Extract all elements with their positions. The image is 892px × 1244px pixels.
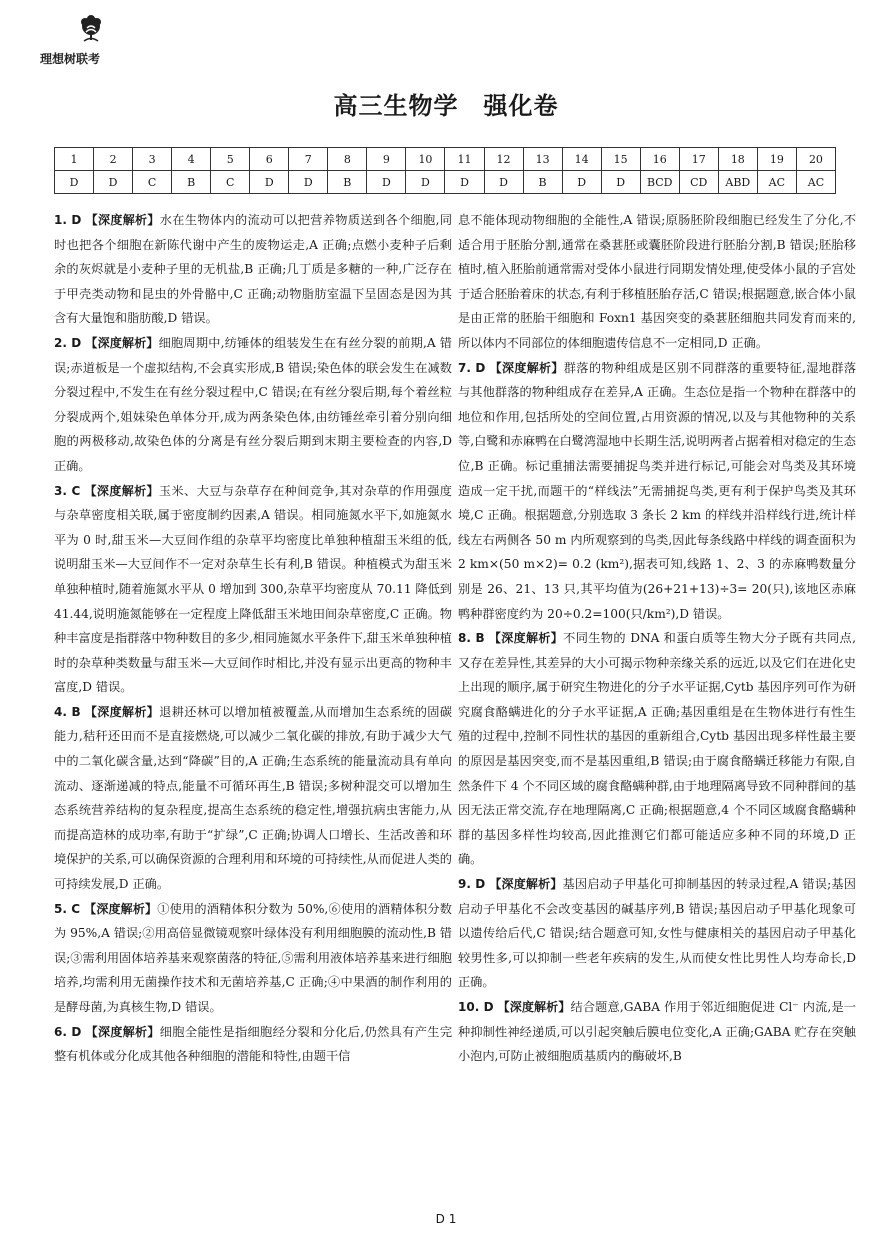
analysis-tag: 【深度解析】 bbox=[84, 704, 160, 719]
item-text: 结合题意,GABA 作用于邻近细胞促进 Cl⁻ 内流,是一种抑制性神经递质,可以引起突触后膜电位变化,A 正确;GABA 贮存在突触小泡内,可防止被细胞质基质内的酶破坏,B bbox=[458, 1000, 856, 1064]
analysis-tag: 【深度解析】 bbox=[84, 901, 158, 916]
answer-key-table bbox=[54, 147, 836, 194]
answer-key: C bbox=[211, 171, 250, 194]
answer-key: D bbox=[94, 171, 133, 194]
answer-key: B bbox=[172, 171, 211, 194]
analysis-tag: 【深度解析】 bbox=[85, 1024, 160, 1039]
explanation-item bbox=[54, 208, 452, 331]
item-number: 3. C bbox=[54, 483, 81, 498]
answer-key: D bbox=[484, 171, 523, 194]
page-number: D 1 bbox=[435, 1212, 457, 1226]
question-number: 16 bbox=[640, 148, 679, 171]
explanation-item bbox=[458, 356, 856, 627]
question-number: 15 bbox=[601, 148, 640, 171]
analysis-tag: 【深度解析】 bbox=[497, 1000, 571, 1014]
item-number: 4. B bbox=[54, 704, 81, 719]
question-number: 12 bbox=[484, 148, 523, 171]
analysis-tag: 【深度解析】 bbox=[488, 631, 564, 646]
tree-logo-icon bbox=[76, 14, 106, 44]
question-number: 14 bbox=[562, 148, 601, 171]
question-number: 1 bbox=[55, 148, 94, 171]
answer-key: D bbox=[406, 171, 445, 194]
question-number: 20 bbox=[796, 148, 835, 171]
item-number: 7. D bbox=[458, 360, 486, 375]
question-number: 10 bbox=[406, 148, 445, 171]
answer-key: D bbox=[601, 171, 640, 194]
item-number: 10. D bbox=[458, 1000, 494, 1014]
item-number: 2. D bbox=[54, 335, 82, 350]
answer-key: CD bbox=[679, 171, 718, 194]
question-number: 19 bbox=[757, 148, 796, 171]
question-number: 18 bbox=[718, 148, 757, 171]
question-number: 17 bbox=[679, 148, 718, 171]
explanation-item bbox=[458, 872, 856, 995]
brand-name: 理想树联考 bbox=[40, 52, 101, 66]
answer-key: BCD bbox=[640, 171, 679, 194]
item-text: 细胞全能性是指细胞经分裂和分化后,仍然具有产生完整有机体或分化成其他各种细胞的潜能和特性,由题干信 bbox=[54, 1024, 453, 1064]
right-column bbox=[458, 208, 856, 1069]
brand-header bbox=[40, 14, 150, 67]
answer-key: D bbox=[367, 171, 406, 194]
answer-key: AC bbox=[796, 171, 835, 194]
explanation-item bbox=[54, 1020, 452, 1069]
item-text: 水在生物体内的流动可以把营养物质送到各个细胞,同时也把各个细胞在新陈代谢中产生的废物运走,A 正确;点燃小麦种子后剩余的灰烬就是小麦种子里的无机盐,B 正确;几丁质是多糖的一种,广泛存在于甲壳类动物和昆虫的外骨骼中,C 正确;动物脂肪室温下呈固态是因为其含有大量饱和脂肪酸,D 错误。 bbox=[54, 213, 453, 326]
page-title: 高三生物学 强化卷 bbox=[333, 92, 559, 120]
answer-key-row bbox=[55, 171, 836, 194]
analysis-tag: 【深度解析】 bbox=[84, 483, 159, 498]
item-number: 8. B bbox=[458, 631, 485, 646]
question-number: 11 bbox=[445, 148, 484, 171]
left-column bbox=[54, 208, 452, 1069]
answer-key: D bbox=[445, 171, 484, 194]
analysis-tag: 【深度解析】 bbox=[489, 877, 563, 892]
answer-key: B bbox=[523, 171, 562, 194]
answer-key: B bbox=[328, 171, 367, 194]
explanation-item bbox=[54, 700, 452, 897]
item-text: 退耕还林可以增加植被覆盖,从而增加生态系统的固碳能力,秸秆还田而不是直接燃烧,可以减少二氧化碳的排放,有助于减少大气中的二氧化碳含量,达到“降碳”目的,A 正确;生态系统的能量流动具有单向流动、逐渐递减的特点,能量不可循环再生,B 错误;多树种混交可以增加生态系统营养结构的复杂程度,提高生态系统的稳定性,增强抗病虫害能力,从而提高造林的成功率,有助于“扩绿”,C 正确;协调人口增长、生活改善和环境保护的关系,可以确保资源的合理利用和环境的可持续性,从而促进人类的可持续发展,D 正确。 bbox=[54, 704, 453, 892]
question-number: 5 bbox=[211, 148, 250, 171]
question-number: 4 bbox=[172, 148, 211, 171]
item-number: 5. C bbox=[54, 901, 81, 916]
answer-key: D bbox=[289, 171, 328, 194]
answer-key: ABD bbox=[718, 171, 757, 194]
question-number: 6 bbox=[250, 148, 289, 171]
question-number: 8 bbox=[328, 148, 367, 171]
continued-text: 息不能体现动物细胞的全能性,A 错误;原肠胚阶段细胞已经发生了分化,不适合用于胚胎分割,通常在桑葚胚或囊胚阶段进行胚胎分割,B 错误;胚胎移植时,植入胚胎前通常需对受体小鼠进行同期发情处理,使受体小鼠的子宫处于适合胚胎着床的状态,有利于移植胚胎存活,C 错误;根据题意,嵌合体小鼠是由正常的胚胎干细胞和 Foxn1 基因突变的桑葚胚细胞共同发育而来的,所以体内不同部位的体细胞遗传信息不一定相同,D 正确。 bbox=[458, 213, 856, 350]
item-number: 6. D bbox=[54, 1024, 82, 1039]
answer-key: C bbox=[133, 171, 172, 194]
item-text: 玉米、大豆与杂草存在种间竞争,其对杂草的作用强度与杂草密度相关联,属于密度制约因素,A 错误。相同施氮水平下,如施氮水平为 0 时,甜玉米—大豆间作组的杂草平均密度比单独种植甜玉米组的低,说明甜玉米—大豆间作不一定对杂草生长有利,B 错误。种植模式为甜玉米单独种植时,随着施氮水平从 0 增加到 300,杂草平均密度从 70.11 降低到 41.44,说明施氮能够在一定程度上降低甜玉米地田间杂草密度,C 正确。物种丰富度是指群落中物种数目的多少,相同施氮水平条件下,甜玉米单独种植时的杂草种类数量与甜玉米—大豆间作时相比,并没有显示出更高的物种丰富度,D 错误。 bbox=[54, 483, 452, 695]
question-number: 3 bbox=[133, 148, 172, 171]
explanation-item bbox=[54, 897, 452, 1020]
analysis-tag: 【深度解析】 bbox=[489, 360, 564, 375]
question-number: 2 bbox=[94, 148, 133, 171]
answer-number-row bbox=[55, 148, 836, 171]
explanation-item bbox=[458, 995, 856, 1069]
item-text: 基因启动子甲基化可抑制基因的转录过程,A 错误;基因启动子甲基化不会改变基因的碱基序列,B 错误;基因启动子甲基化现象可以遗传给后代,C 错误;结合题意可知,女性与健康相关的基因启动子甲基化较男性多,可以抑制一些老年疾病的发生,从而使女性比男性人均寿命长,D 正确。 bbox=[458, 877, 856, 990]
item-text: 不同生物的 DNA 和蛋白质等生物大分子既有共同点,又存在差异性,其差异的大小可揭示物种亲缘关系的远近,以及它们在进化史上出现的顺序,属于研究生物进化的分子水平证据,Cytb 基因序列可作为研究腐食酪螨进化的分子水平证据,A 正确;基因重组是在生物体进行有性生殖的过程中,控制不同性状的基因的重新组合,Cytb 基因出现多样性最主要的原因是基因突变,而不是基因重组,B 错误;由于腐食酪螨迁移能力有限,自然条件下 4 个不同区域的腐食酪螨种群,由于地理隔离导致不同种群间的基因无法正常交流,存在地理隔离,C 正确;根据题意,4 个不同区域腐食酪螨种群的基因多样性均较高,因此推测它们都可能适应多种不同的环境,D 正确。 bbox=[458, 631, 856, 867]
analysis-tag: 【深度解析】 bbox=[85, 335, 159, 350]
item-text: 群落的物种组成是区别不同群落的重要特征,湿地群落与其他群落的物种组成存在差异,A 正确。生态位是指一个物种在群落中的地位和作用,包括所处的空间位置,占用资源的情况,以及与其他物种的关系等,白鹭和赤麻鸭在白鹭湾湿地中长期生活,说明两者占据着相对稳定的生态位,B 正确。标记重捕法需要捕捉鸟类并进行标记,可能会对鸟类及其环境造成一定干扰,而题干的“样线法”无需捕捉鸟类,更有利于保护鸟类及其环境,C 正确。根据题意,分别选取 3 条长 2 km 的样线并沿样线行进,统计样线左右两侧各 50 m 内所观察到的鸟类,因此每条线路中样线的调查面积为 2 km×(50 m×2)= 0.2 (km²),据表可知,线路 1、2、3 的赤麻鸭数量分别是 26、21、13 只,其平均值为(26+21+13)÷3= 20(只),该地区赤麻鸭种群密度约为 20÷0.2=100(只/km²),D 错误。 bbox=[458, 360, 857, 621]
explanation-item bbox=[54, 331, 452, 479]
item-text: ①使用的酒精体积分数为 50%,⑥使用的酒精体积分数为 95%,A 错误;②用高倍显微镜观察叶绿体没有利用细胞膜的流动性,B 错误;③需利用固体培养基来观察菌落的特征,⑤需利用液体培养基来进行细胞培养,均需利用无菌操作技术和无菌培养基,C 正确;④中果酒的制作利用的是酵母菌,为真核生物,D 错误。 bbox=[54, 901, 452, 1014]
answer-key: D bbox=[562, 171, 601, 194]
explanation-item bbox=[54, 479, 452, 700]
item-number: 1. D bbox=[54, 213, 82, 227]
answer-key: D bbox=[250, 171, 289, 194]
answer-key: AC bbox=[757, 171, 796, 194]
question-number: 9 bbox=[367, 148, 406, 171]
item-text: 细胞周期中,纺锤体的组装发生在有丝分裂的前期,A 错误;赤道板是一个虚拟结构,不会真实形成,B 错误;染色体的联会发生在减数分裂过程中,不发生在有丝分裂过程中,C 错误;在有丝分裂后期,每个着丝粒分裂成两个,姐妹染色单体分开,成为两条染色体,由纺锤丝牵引着分别向细胞的两极移动,故染色体的分离是有丝分裂后期到末期主要检查的内容,D 正确。 bbox=[54, 335, 452, 473]
question-number: 7 bbox=[289, 148, 328, 171]
answer-key: D bbox=[55, 171, 94, 194]
item-number: 9. D bbox=[458, 877, 486, 892]
explanation-item bbox=[458, 626, 856, 872]
analysis-tag: 【深度解析】 bbox=[85, 213, 160, 227]
question-number: 13 bbox=[523, 148, 562, 171]
